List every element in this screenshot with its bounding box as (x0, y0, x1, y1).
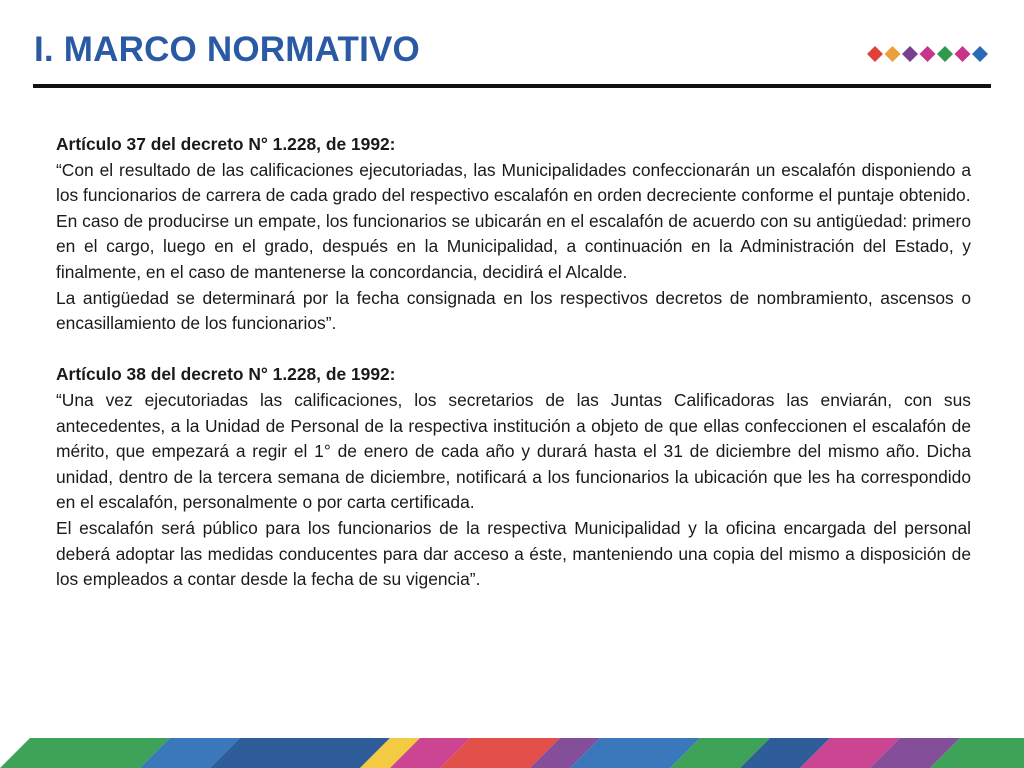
diamond-shape (972, 46, 988, 62)
paragraph-spacer (56, 337, 971, 363)
article-heading: Artículo 38 del decreto N° 1.228, de 1992: (56, 364, 396, 385)
slide-title: I. MARCO NORMATIVO (34, 30, 420, 69)
diamond-shape (902, 46, 918, 62)
document-body (56, 132, 971, 593)
diamond-shape (955, 46, 971, 62)
diamond-shape (920, 46, 936, 62)
article-paragraph: La antigüedad se determinará por la fecha consignada en los respectivos decretos de nombramiento, ascensos o encasillamiento de los funcionarios”. (56, 287, 971, 334)
diamond-shape (937, 46, 953, 62)
article-paragraph: En caso de producirse un empate, los funcionarios se ubicarán en el escalafón de acuerdo con su antigüedad: primero en el cargo, luego en el grado, después en la Municipalidad, a continuación en la Administración del Estado, y finalmente, en el caso de mantenerse la concordancia, decidirá el Alcalde. (56, 210, 971, 282)
article-paragraph: “Una vez ejecutoriadas las calificaciones, los secretarios de las Juntas Calificadoras las enviarán, con sus antecedentes, a la Unidad de Personal de la respectiva institución a objeto de que ellas confeccionen el escalafón de mérito, que empezará a regir el 1° de enero de cada año y durará hasta el 31 de diciembre del mismo año. Dicha unidad, dentro de la tercera semana de diciembre, notificará a los funcionarios la ubicación que les ha correspondido en el escalafón, personalmente o por carta certificada. (56, 389, 971, 513)
title-divider (33, 84, 991, 88)
article-paragraph: El escalafón será público para los funcionarios de la respectiva Municipalidad y la oficina encargada del personal deberá adoptar las medidas conducentes para dar acceso a éste, manteniendo una copia del mismo a disposición de los empleados a contar desde la fecha de su vigencia”. (56, 517, 971, 590)
diamond-shape (867, 46, 883, 62)
article-heading: Artículo 37 del decreto N° 1.228, de 1992: (56, 134, 396, 154)
band-segment (210, 738, 390, 768)
article-paragraph: “Con el resultado de las calificaciones ejecutoriadas, las Municipalidades confeccionarán un escalafón disponiendo a los funcionarios de carrera de cada grado del respectivo escalafón en orden decreciente conforme el puntaje obtenido. (56, 159, 971, 206)
diamond-logo-icon (866, 44, 992, 64)
bottom-decorative-band (0, 738, 1024, 768)
diamond-shape (885, 46, 901, 62)
